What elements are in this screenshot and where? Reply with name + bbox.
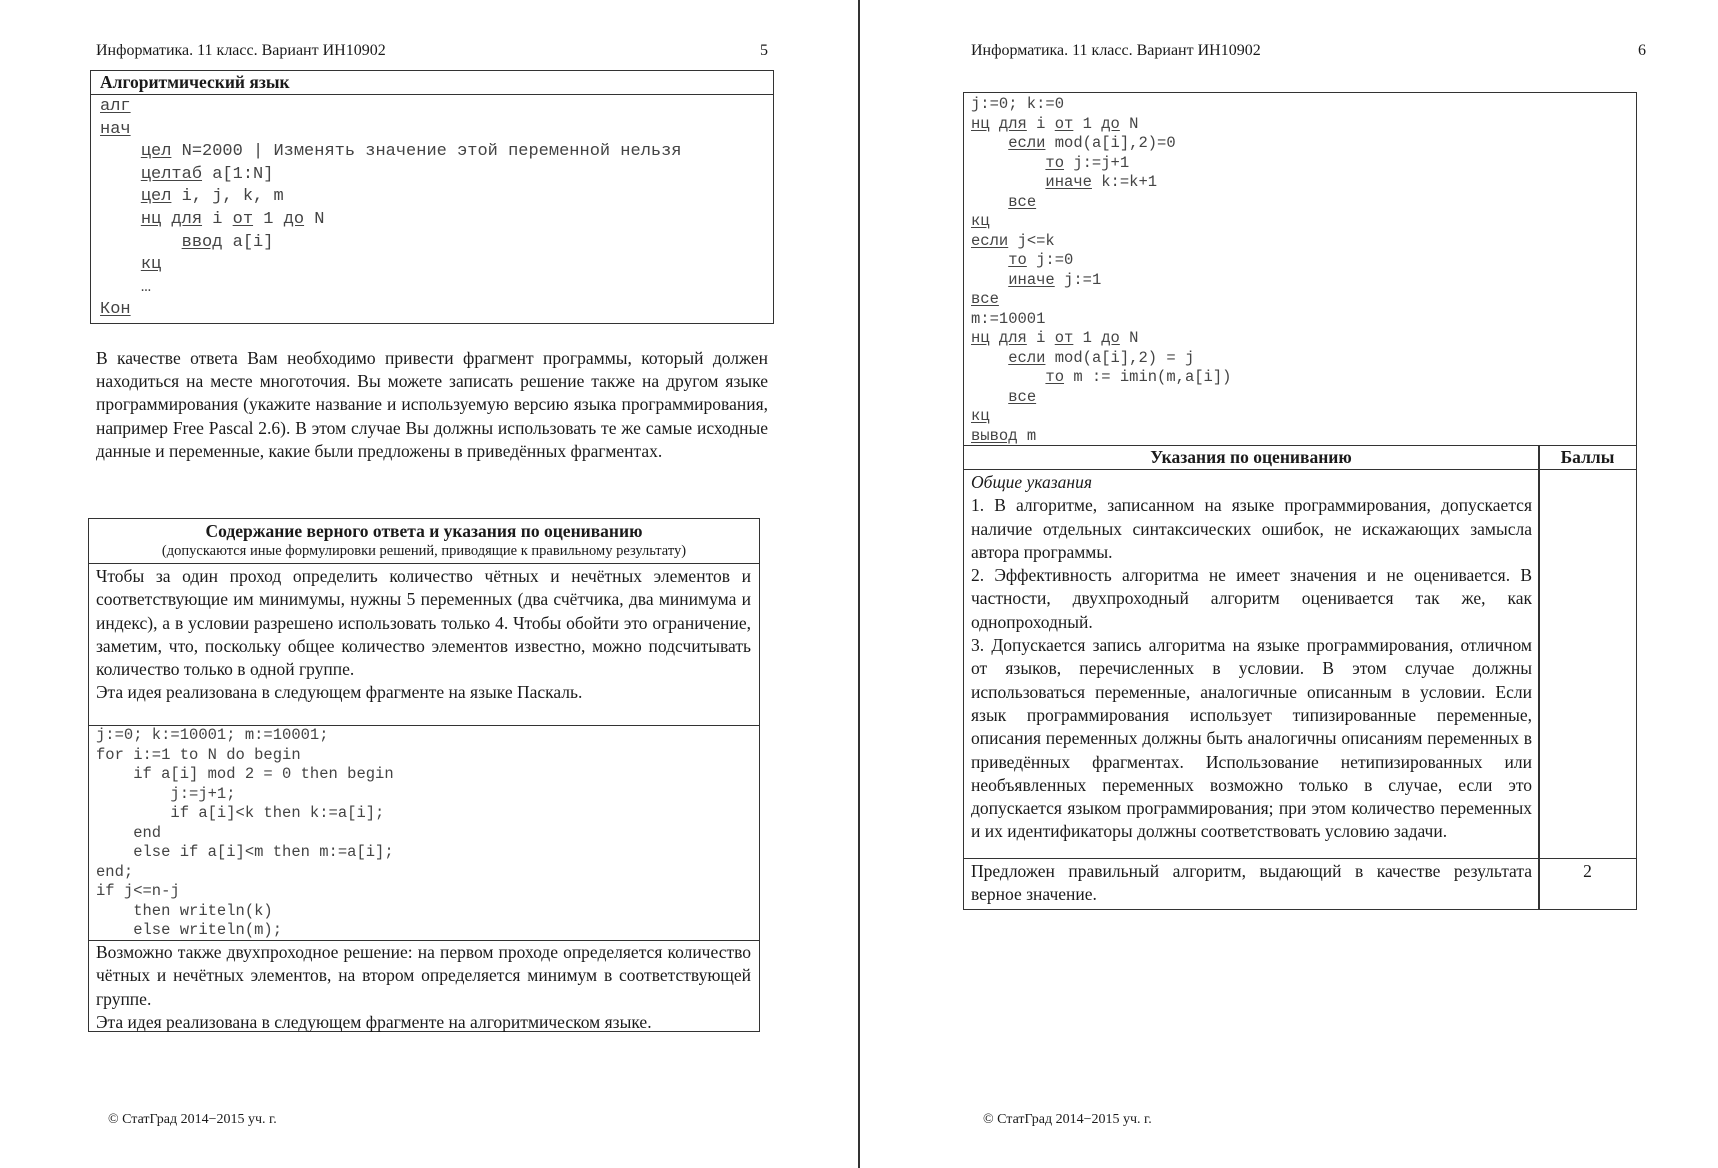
code-text: i [1026, 114, 1055, 133]
code-text: mod(a[i],2)=0 [1045, 134, 1176, 152]
pascal-code-line: if a[i]<k then k:=a[i]; [96, 804, 385, 822]
grading-col-score: Баллы [1560, 447, 1615, 467]
page-number: 5 [760, 42, 768, 59]
page-header: Информатика. 11 класс. Вариант ИН10902 [971, 42, 1261, 59]
code-keyword: до [1101, 114, 1120, 133]
code-keyword: от [1054, 329, 1074, 347]
code-text: a[1:N] [202, 164, 274, 184]
code-keyword: для [998, 114, 1027, 133]
code-keyword: кц [971, 212, 990, 230]
pascal-code-line: j:=0; k:=10001; m:=10001; [96, 726, 329, 744]
pascal-code-line: if a[i] mod 2 = 0 then begin [96, 765, 394, 783]
code-keyword: от [232, 209, 254, 229]
instruction-item: 3. Допускается запись алгоритма на языке программирования, отличном от языков, перечисленных в условии. В этом случае должны использоваться переменные, аналогичные описанным в условии. Если язык программирования использует типизированные переменные, описания переменных должны быть аналогичны описаниям переменных в приведённых фрагментах. Использование нетипизированных или необъявленных переменных возможно только в случае, если это допускается языком программирования; при этом количество переменных и их идентификаторы должны соответствовать условию задачи. [971, 635, 1532, 842]
code-text: m:=10001 [971, 309, 1046, 328]
solution-paragraph: Возможно также двухпроходное решение: на первом проходе определяется количество чётных и нечётных элементов, на втором определяется минимум в соответствующей группе. [96, 942, 751, 1009]
score-value: 2 [1583, 861, 1592, 881]
column-separator [1538, 446, 1540, 909]
general-title: Общие указания [971, 472, 1092, 492]
grading-header-row [964, 446, 1636, 470]
code-text: a[i] [222, 232, 274, 252]
code-keyword: то [1008, 251, 1027, 269]
pascal-code-line: end; [96, 862, 134, 881]
code-keyword: если [971, 231, 1009, 250]
code-keyword: нач [100, 119, 131, 139]
code-keyword: все [971, 290, 999, 308]
right-page [860, 0, 1718, 1168]
solution-text-top [96, 565, 751, 705]
code-text: 1 [1073, 114, 1102, 133]
code-text: j<=k [1008, 231, 1055, 250]
code-keyword: цел [140, 142, 172, 162]
code-text: m := imin(m,a[i]) [1064, 368, 1232, 386]
code-keyword: целтаб [140, 164, 203, 184]
pascal-code-line: else writeln(m); [96, 921, 283, 939]
code-keyword: вывод [971, 426, 1018, 445]
code-text: i [202, 209, 233, 229]
solution-box [88, 518, 760, 1032]
page-header: Информатика. 11 класс. Вариант ИН10902 [96, 42, 386, 59]
code-keyword: для [998, 329, 1027, 347]
code-text: j:=j+1 [1064, 153, 1130, 172]
solution-paragraph: Эта идея реализована в следующем фрагменте на алгоритмическом языке. [96, 1011, 652, 1032]
answer-instructions: В качестве ответа Вам необходимо привести фрагмент программы, который должен находиться на месте многоточия. Вы можете записать решение также на другом языке программирования (укажите название и используемую версию языка программирования, например Free Pascal 2.6). В этом случае Вы должны использовать те же самые исходные данные и переменные, какие были предложены в приведённых фрагментах. [96, 348, 768, 461]
solution-text-bottom [96, 941, 751, 1034]
code-keyword: нц [140, 209, 162, 229]
code-keyword: кц [971, 407, 990, 425]
instruction-item: 1. В алгоритме, записанном на языке программирования, допускается наличие отдельных синтаксических ошибок, не искажающих замысла автора программы. [971, 495, 1532, 562]
code-keyword: все [1008, 192, 1037, 211]
code-text: i [1026, 329, 1055, 347]
solution-paragraph: Эта идея реализована в следующем фрагменте на языке Паскаль. [96, 682, 583, 703]
code-keyword: до [1101, 329, 1120, 347]
page-footer: © СтатГрад 2014−2015 уч. г. [108, 1112, 277, 1127]
code-text: j:=0 [1026, 251, 1074, 269]
code-keyword: иначе [1045, 173, 1092, 191]
code-text: k:=k+1 [1091, 173, 1158, 191]
left-page [0, 0, 858, 1168]
code-text: m [1017, 426, 1037, 445]
code-keyword: ввод [181, 232, 223, 252]
code-keyword: для [171, 209, 203, 229]
score-criterion: Предложен правильный алгоритм, выдающий в качестве результата верное значение. [971, 861, 1532, 905]
pascal-code-line: end [96, 823, 162, 842]
code-text: N [1119, 329, 1139, 347]
algorithm-code [971, 95, 1231, 446]
page-footer: © СтатГрад 2014−2015 уч. г. [983, 1112, 1152, 1127]
code-keyword: нц [971, 329, 990, 347]
code-text: N [304, 209, 325, 229]
code-keyword: если [1008, 348, 1046, 367]
code-keyword: то [1045, 368, 1065, 386]
pascal-code-block [89, 725, 759, 941]
score-row [964, 858, 1636, 909]
instruction-item: 2. Эффективность алгоритма не имеет значения и не оценивается. В частности, двухпроходный алгоритм оценивается так же, как однопроходный. [971, 565, 1532, 632]
grading-table [964, 445, 1636, 909]
code-keyword: до [283, 209, 305, 229]
grading-col-instructions: Указания по оцениванию [1150, 447, 1352, 467]
code-keyword: кц [140, 255, 162, 275]
code-keyword: цел [140, 187, 172, 207]
code-text: 1 [1073, 329, 1102, 347]
code-text: 1 [253, 209, 284, 229]
code-keyword: все [1008, 387, 1037, 406]
pascal-code [96, 726, 394, 941]
code-keyword: если [1008, 134, 1046, 152]
code-text: j:=1 [1054, 270, 1102, 289]
grading-box [963, 92, 1637, 910]
solution-paragraph: Чтобы за один проход определить количество чётных и нечётных элементов и соответствующие им минимумы, нужны 5 переменных (два счётчика, два минимума и индекс), а в условии разрешено использовать только 4. Чтобы обойти это ограничение, заметим, что, поскольку общее количество элементов известно, можно подсчитывать количество только в одной группе. [96, 566, 751, 680]
solution-subtitle: (допускаются иные формулировки решений, приводящие к правильному результату) [161, 543, 687, 559]
algorithm-box-title: Алгоритмический язык [91, 71, 773, 95]
code-text: N=2000 | Изменять значение этой переменной нельзя [171, 142, 682, 162]
code-keyword: нц [971, 114, 990, 133]
code-keyword: иначе [1008, 270, 1055, 289]
code-keyword: от [1054, 114, 1074, 133]
code-text: mod(a[i],2) = j [1045, 348, 1195, 367]
solution-box-header [89, 519, 759, 564]
code-text: N [1119, 114, 1139, 133]
code-text: i, j, k, m [171, 187, 284, 207]
code-keyword: Кон [100, 300, 131, 320]
code-keyword: алг [100, 97, 131, 116]
pascal-code-line: then writeln(k) [96, 901, 273, 920]
pascal-code-line: if j<=n-j [96, 882, 180, 900]
pascal-code-line: j:=j+1; [96, 784, 236, 803]
ellipsis: … [140, 277, 152, 297]
page-number: 6 [1638, 42, 1646, 59]
pascal-code-line: else if a[i]<m then m:=a[i]; [96, 843, 394, 861]
algorithm-box [90, 70, 774, 324]
solution-title: Содержание верного ответа и указания по оцениванию [205, 521, 643, 541]
code-keyword: то [1045, 153, 1065, 172]
general-instructions [971, 471, 1532, 844]
code-text: j:=0; k:=0 [971, 95, 1065, 113]
algorithm-code [100, 96, 682, 322]
pascal-code-line: for i:=1 to N do begin [96, 745, 301, 764]
